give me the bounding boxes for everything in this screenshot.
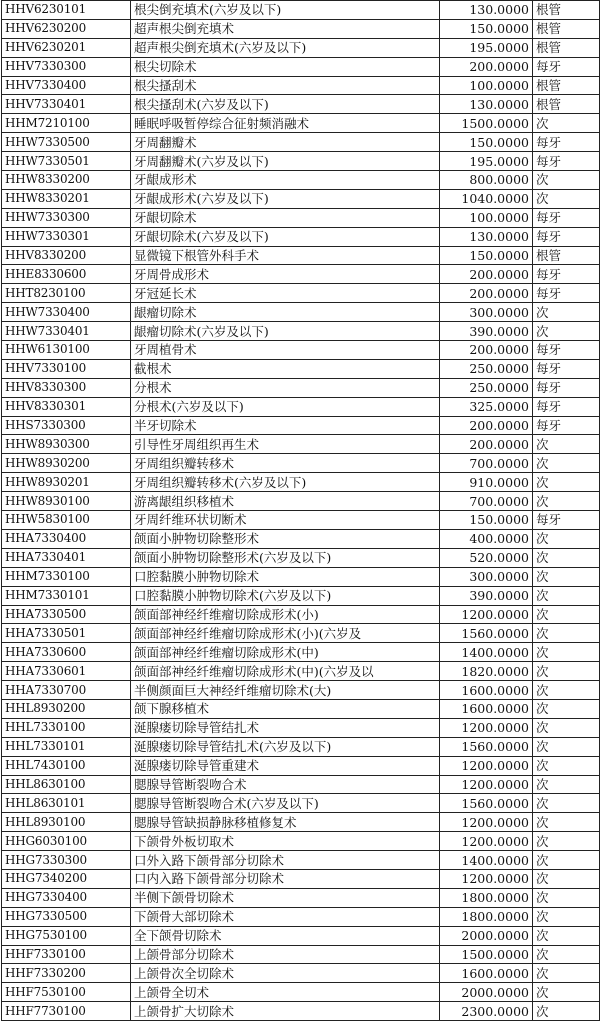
table-row — [2, 171, 600, 190]
item-name-cell: 腮腺导管断裂吻合术(六岁及以下) — [131, 794, 440, 813]
item-code-cell: HHW7330500 — [2, 133, 131, 152]
item-unit-cell: 次 — [533, 983, 600, 1002]
item-price-cell: 910.0000 — [440, 473, 533, 492]
table-row — [2, 643, 600, 662]
table-row — [2, 57, 600, 76]
item-code-cell: HHG7330400 — [2, 888, 131, 907]
item-code-cell: HHM7330101 — [2, 586, 131, 605]
table-row — [2, 869, 600, 888]
item-name-cell: 颌下腺移植术 — [131, 699, 440, 718]
item-unit-cell: 每牙 — [533, 511, 600, 530]
item-code-cell: HHV7330401 — [2, 95, 131, 114]
item-name-cell: 颌面部神经纤维瘤切除成形术(中) — [131, 643, 440, 662]
table-row — [2, 737, 600, 756]
item-unit-cell: 根管 — [533, 76, 600, 95]
item-name-cell: 半侧颜面巨大神经纤维瘤切除术(大) — [131, 681, 440, 700]
item-unit-cell: 每牙 — [533, 284, 600, 303]
item-price-cell: 150.0000 — [440, 133, 533, 152]
item-price-cell: 200.0000 — [440, 57, 533, 76]
item-code-cell: HHG7330500 — [2, 907, 131, 926]
item-price-cell: 1200.0000 — [440, 718, 533, 737]
item-price-cell: 130.0000 — [440, 1, 533, 20]
item-code-cell: HHE8330600 — [2, 265, 131, 284]
item-name-cell: 口内入路下颌骨部分切除术 — [131, 869, 440, 888]
table-row — [2, 265, 600, 284]
item-unit-cell: 次 — [533, 832, 600, 851]
item-name-cell: 颌面部神经纤维瘤切除成形术(中)(六岁及以 — [131, 662, 440, 681]
table-row — [2, 624, 600, 643]
item-name-cell: 牙周翻瓣术 — [131, 133, 440, 152]
table-row — [2, 718, 600, 737]
item-unit-cell: 次 — [533, 567, 600, 586]
item-unit-cell: 根管 — [533, 1, 600, 20]
table-row — [2, 435, 600, 454]
item-unit-cell: 次 — [533, 473, 600, 492]
item-name-cell: 半牙切除术 — [131, 416, 440, 435]
table-row — [2, 76, 600, 95]
item-price-cell: 1040.0000 — [440, 189, 533, 208]
item-code-cell: HHW7330501 — [2, 152, 131, 171]
table-row — [2, 378, 600, 397]
table-row — [2, 152, 600, 171]
item-name-cell: 颌面小肿物切除整形术(六岁及以下) — [131, 548, 440, 567]
item-code-cell: HHG7530100 — [2, 926, 131, 945]
item-unit-cell: 每牙 — [533, 397, 600, 416]
item-unit-cell: 每牙 — [533, 265, 600, 284]
table-row — [2, 775, 600, 794]
table-row — [2, 851, 600, 870]
table-row — [2, 284, 600, 303]
item-price-cell: 1200.0000 — [440, 605, 533, 624]
item-code-cell: HHW7330300 — [2, 208, 131, 227]
item-price-cell: 250.0000 — [440, 359, 533, 378]
item-code-cell: HHL7330101 — [2, 737, 131, 756]
item-code-cell: HHL7430100 — [2, 756, 131, 775]
item-code-cell: HHL8630100 — [2, 775, 131, 794]
table-row — [2, 567, 600, 586]
item-unit-cell: 次 — [533, 529, 600, 548]
fee-schedule-body — [2, 1, 600, 1021]
item-code-cell: HHG7340200 — [2, 869, 131, 888]
fee-schedule-table — [1, 0, 600, 1021]
item-name-cell: 口外入路下颌骨部分切除术 — [131, 851, 440, 870]
item-code-cell: HHV7330300 — [2, 57, 131, 76]
item-price-cell: 130.0000 — [440, 227, 533, 246]
item-name-cell: 龈瘤切除术(六岁及以下) — [131, 322, 440, 341]
item-unit-cell: 次 — [533, 964, 600, 983]
item-price-cell: 195.0000 — [440, 38, 533, 57]
item-unit-cell: 根管 — [533, 19, 600, 38]
table-row — [2, 926, 600, 945]
item-code-cell: HHF7330200 — [2, 964, 131, 983]
table-row — [2, 699, 600, 718]
item-unit-cell: 每牙 — [533, 227, 600, 246]
item-price-cell: 1600.0000 — [440, 699, 533, 718]
item-code-cell: HHF7530100 — [2, 983, 131, 1002]
item-unit-cell: 次 — [533, 548, 600, 567]
item-name-cell: 腮腺导管断裂吻合术 — [131, 775, 440, 794]
item-unit-cell: 次 — [533, 718, 600, 737]
item-unit-cell: 次 — [533, 492, 600, 511]
table-row — [2, 95, 600, 114]
item-price-cell: 400.0000 — [440, 529, 533, 548]
item-code-cell: HHL8930100 — [2, 813, 131, 832]
item-name-cell: 睡眠呼吸暂停综合征射频消融术 — [131, 114, 440, 133]
table-row — [2, 303, 600, 322]
item-price-cell: 150.0000 — [440, 19, 533, 38]
item-price-cell: 700.0000 — [440, 454, 533, 473]
item-unit-cell: 次 — [533, 756, 600, 775]
table-row — [2, 945, 600, 964]
item-code-cell: HHW7330401 — [2, 322, 131, 341]
item-unit-cell: 次 — [533, 171, 600, 190]
item-code-cell: HHA7330601 — [2, 662, 131, 681]
item-code-cell: HHW8930201 — [2, 473, 131, 492]
table-row — [2, 548, 600, 567]
item-name-cell: 超声根尖倒充填术(六岁及以下) — [131, 38, 440, 57]
table-row — [2, 492, 600, 511]
item-name-cell: 根尖切除术 — [131, 57, 440, 76]
item-name-cell: 上颌骨部分切除术 — [131, 945, 440, 964]
item-name-cell: 全下颌骨切除术 — [131, 926, 440, 945]
item-name-cell: 牙龈切除术 — [131, 208, 440, 227]
table-row — [2, 1, 600, 20]
item-code-cell: HHF7330100 — [2, 945, 131, 964]
table-row — [2, 341, 600, 360]
item-price-cell: 200.0000 — [440, 284, 533, 303]
table-row — [2, 832, 600, 851]
item-unit-cell: 次 — [533, 945, 600, 964]
item-name-cell: 牙周骨成形术 — [131, 265, 440, 284]
item-unit-cell: 每牙 — [533, 378, 600, 397]
table-row — [2, 246, 600, 265]
item-unit-cell: 次 — [533, 681, 600, 700]
item-code-cell: HHW8330200 — [2, 171, 131, 190]
item-price-cell: 1600.0000 — [440, 681, 533, 700]
item-unit-cell: 根管 — [533, 246, 600, 265]
item-unit-cell: 每牙 — [533, 208, 600, 227]
item-price-cell: 1200.0000 — [440, 813, 533, 832]
item-unit-cell: 次 — [533, 737, 600, 756]
item-price-cell: 1200.0000 — [440, 832, 533, 851]
item-price-cell: 200.0000 — [440, 416, 533, 435]
item-unit-cell: 次 — [533, 322, 600, 341]
table-row — [2, 19, 600, 38]
item-name-cell: 显微镜下根管外科手术 — [131, 246, 440, 265]
table-row — [2, 397, 600, 416]
item-code-cell: HHV8330200 — [2, 246, 131, 265]
item-price-cell: 130.0000 — [440, 95, 533, 114]
item-price-cell: 1820.0000 — [440, 662, 533, 681]
item-name-cell: 颌面小肿物切除整形术 — [131, 529, 440, 548]
item-code-cell: HHW8330201 — [2, 189, 131, 208]
item-price-cell: 195.0000 — [440, 152, 533, 171]
item-name-cell: 牙周翻瓣术(六岁及以下) — [131, 152, 440, 171]
item-name-cell: 涎腺瘘切除导管结扎术(六岁及以下) — [131, 737, 440, 756]
item-price-cell: 2000.0000 — [440, 926, 533, 945]
item-code-cell: HHV6230201 — [2, 38, 131, 57]
table-row — [2, 983, 600, 1002]
item-name-cell: 截根术 — [131, 359, 440, 378]
item-code-cell: HHV7330400 — [2, 76, 131, 95]
item-name-cell: 引导性牙周组织再生术 — [131, 435, 440, 454]
item-code-cell: HHL8630101 — [2, 794, 131, 813]
item-unit-cell: 次 — [533, 605, 600, 624]
table-row — [2, 189, 600, 208]
item-unit-cell: 次 — [533, 926, 600, 945]
item-unit-cell: 根管 — [533, 38, 600, 57]
item-unit-cell: 次 — [533, 435, 600, 454]
table-row — [2, 586, 600, 605]
item-price-cell: 390.0000 — [440, 586, 533, 605]
item-unit-cell: 次 — [533, 888, 600, 907]
table-row — [2, 473, 600, 492]
table-row — [2, 114, 600, 133]
item-code-cell: HHS7330300 — [2, 416, 131, 435]
item-name-cell: 下颌骨外板切取术 — [131, 832, 440, 851]
item-unit-cell: 每牙 — [533, 133, 600, 152]
item-price-cell: 300.0000 — [440, 303, 533, 322]
item-price-cell: 1200.0000 — [440, 869, 533, 888]
table-row — [2, 133, 600, 152]
item-unit-cell: 次 — [533, 643, 600, 662]
item-price-cell: 1500.0000 — [440, 114, 533, 133]
item-name-cell: 根尖倒充填术(六岁及以下) — [131, 1, 440, 20]
item-price-cell: 2000.0000 — [440, 983, 533, 1002]
item-price-cell: 200.0000 — [440, 435, 533, 454]
table-row — [2, 454, 600, 473]
item-price-cell: 200.0000 — [440, 265, 533, 284]
item-code-cell: HHG6030100 — [2, 832, 131, 851]
item-unit-cell: 次 — [533, 662, 600, 681]
item-name-cell: 腮腺导管缺损静脉移植修复术 — [131, 813, 440, 832]
item-code-cell: HHW8930300 — [2, 435, 131, 454]
item-unit-cell: 次 — [533, 586, 600, 605]
item-price-cell: 1600.0000 — [440, 964, 533, 983]
item-unit-cell: 次 — [533, 454, 600, 473]
item-unit-cell: 次 — [533, 624, 600, 643]
item-unit-cell: 每牙 — [533, 341, 600, 360]
item-name-cell: 超声根尖倒充填术 — [131, 19, 440, 38]
item-name-cell: 口腔黏膜小肿物切除术 — [131, 567, 440, 586]
item-code-cell: HHA7330600 — [2, 643, 131, 662]
item-unit-cell: 次 — [533, 794, 600, 813]
item-name-cell: 上颌骨扩大切除术 — [131, 1002, 440, 1021]
item-unit-cell: 次 — [533, 907, 600, 926]
item-name-cell: 半侧下颌骨切除术 — [131, 888, 440, 907]
item-unit-cell: 次 — [533, 114, 600, 133]
item-price-cell: 1200.0000 — [440, 775, 533, 794]
item-price-cell: 2300.0000 — [440, 1002, 533, 1021]
item-price-cell: 1560.0000 — [440, 737, 533, 756]
item-price-cell: 1200.0000 — [440, 756, 533, 775]
table-row — [2, 662, 600, 681]
item-code-cell: HHF7730100 — [2, 1002, 131, 1021]
item-unit-cell: 每牙 — [533, 359, 600, 378]
item-price-cell: 100.0000 — [440, 208, 533, 227]
item-price-cell: 1400.0000 — [440, 643, 533, 662]
item-price-cell: 1800.0000 — [440, 888, 533, 907]
item-code-cell: HHG7330300 — [2, 851, 131, 870]
table-row — [2, 227, 600, 246]
item-code-cell: HHW8930100 — [2, 492, 131, 511]
table-row — [2, 756, 600, 775]
item-unit-cell: 次 — [533, 869, 600, 888]
item-unit-cell: 次 — [533, 775, 600, 794]
item-price-cell: 200.0000 — [440, 341, 533, 360]
item-unit-cell: 次 — [533, 699, 600, 718]
item-name-cell: 分根术(六岁及以下) — [131, 397, 440, 416]
item-unit-cell: 每牙 — [533, 152, 600, 171]
table-row — [2, 794, 600, 813]
table-row — [2, 529, 600, 548]
table-row — [2, 511, 600, 530]
item-code-cell: HHW5830100 — [2, 511, 131, 530]
item-code-cell: HHA7330400 — [2, 529, 131, 548]
item-name-cell: 牙周纤维环状切断术 — [131, 511, 440, 530]
item-name-cell: 牙周组织瓣转移术 — [131, 454, 440, 473]
table-row — [2, 38, 600, 57]
item-name-cell: 根尖搔刮术 — [131, 76, 440, 95]
item-unit-cell: 次 — [533, 189, 600, 208]
item-code-cell: HHV6230200 — [2, 19, 131, 38]
table-row — [2, 359, 600, 378]
item-name-cell: 牙冠延长术 — [131, 284, 440, 303]
item-price-cell: 520.0000 — [440, 548, 533, 567]
item-code-cell: HHV7330100 — [2, 359, 131, 378]
item-code-cell: HHA7330501 — [2, 624, 131, 643]
item-price-cell: 150.0000 — [440, 511, 533, 530]
item-price-cell: 1800.0000 — [440, 907, 533, 926]
item-code-cell: HHL8930200 — [2, 699, 131, 718]
item-unit-cell: 次 — [533, 303, 600, 322]
item-code-cell: HHV6230101 — [2, 1, 131, 20]
table-row — [2, 1002, 600, 1021]
item-name-cell: 上颌骨次全切除术 — [131, 964, 440, 983]
item-code-cell: HHW8930200 — [2, 454, 131, 473]
item-name-cell: 牙龈成形术 — [131, 171, 440, 190]
item-name-cell: 游离龈组织移植术 — [131, 492, 440, 511]
item-price-cell: 1560.0000 — [440, 624, 533, 643]
item-price-cell: 300.0000 — [440, 567, 533, 586]
item-name-cell: 分根术 — [131, 378, 440, 397]
item-name-cell: 牙周组织瓣转移术(六岁及以下) — [131, 473, 440, 492]
item-name-cell: 口腔黏膜小肿物切除术(六岁及以下) — [131, 586, 440, 605]
item-unit-cell: 次 — [533, 1002, 600, 1021]
item-code-cell: HHA7330401 — [2, 548, 131, 567]
item-code-cell: HHM7330100 — [2, 567, 131, 586]
item-name-cell: 牙龈成形术(六岁及以下) — [131, 189, 440, 208]
item-price-cell: 1400.0000 — [440, 851, 533, 870]
item-name-cell: 龈瘤切除术 — [131, 303, 440, 322]
table-row — [2, 813, 600, 832]
item-unit-cell: 根管 — [533, 95, 600, 114]
item-unit-cell: 每牙 — [533, 57, 600, 76]
item-price-cell: 325.0000 — [440, 397, 533, 416]
item-price-cell: 700.0000 — [440, 492, 533, 511]
item-price-cell: 800.0000 — [440, 171, 533, 190]
item-code-cell: HHW7330400 — [2, 303, 131, 322]
item-code-cell: HHM7210100 — [2, 114, 131, 133]
item-name-cell: 牙周植骨术 — [131, 341, 440, 360]
item-code-cell: HHW7330301 — [2, 227, 131, 246]
table-row — [2, 888, 600, 907]
item-name-cell: 颌面部神经纤维瘤切除成形术(小)(六岁及 — [131, 624, 440, 643]
item-name-cell: 牙龈切除术(六岁及以下) — [131, 227, 440, 246]
table-row — [2, 907, 600, 926]
item-code-cell: HHA7330700 — [2, 681, 131, 700]
item-name-cell: 上颌骨全切术 — [131, 983, 440, 1002]
item-price-cell: 1500.0000 — [440, 945, 533, 964]
item-name-cell: 颌面部神经纤维瘤切除成形术(小) — [131, 605, 440, 624]
table-row — [2, 964, 600, 983]
item-unit-cell: 次 — [533, 851, 600, 870]
item-price-cell: 250.0000 — [440, 378, 533, 397]
item-price-cell: 150.0000 — [440, 246, 533, 265]
item-code-cell: HHV8330301 — [2, 397, 131, 416]
item-name-cell: 涎腺瘘切除导管重建术 — [131, 756, 440, 775]
item-price-cell: 1560.0000 — [440, 794, 533, 813]
table-row — [2, 416, 600, 435]
item-code-cell: HHL7330100 — [2, 718, 131, 737]
item-name-cell: 涎腺瘘切除导管结扎术 — [131, 718, 440, 737]
table-row — [2, 681, 600, 700]
table-row — [2, 605, 600, 624]
item-name-cell: 根尖搔刮术(六岁及以下) — [131, 95, 440, 114]
item-price-cell: 390.0000 — [440, 322, 533, 341]
table-row — [2, 208, 600, 227]
item-price-cell: 100.0000 — [440, 76, 533, 95]
item-name-cell: 下颌骨大部切除术 — [131, 907, 440, 926]
table-row — [2, 322, 600, 341]
item-code-cell: HHT8230100 — [2, 284, 131, 303]
item-code-cell: HHV8330300 — [2, 378, 131, 397]
item-code-cell: HHW6130100 — [2, 341, 131, 360]
item-unit-cell: 每牙 — [533, 416, 600, 435]
item-unit-cell: 次 — [533, 813, 600, 832]
item-code-cell: HHA7330500 — [2, 605, 131, 624]
